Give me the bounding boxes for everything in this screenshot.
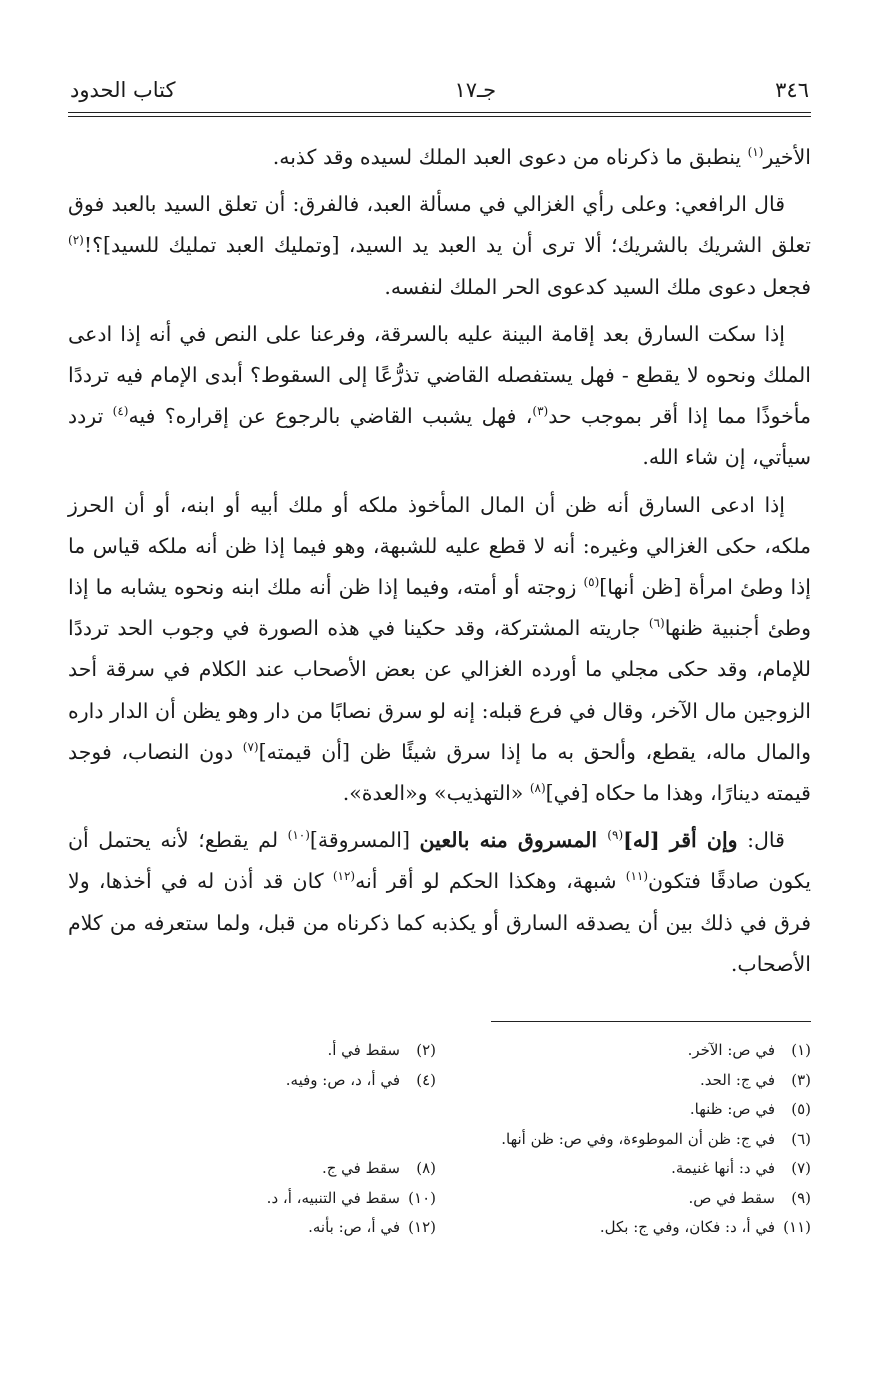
footnotes bbox=[68, 1036, 811, 1243]
footnote-number: (٥) bbox=[791, 1100, 811, 1119]
page-number: ٣٤٦ bbox=[775, 78, 809, 102]
header-rule bbox=[68, 112, 811, 113]
text-run: «التهذيب» و«العدة». bbox=[342, 781, 530, 806]
text-run: الأخير bbox=[763, 145, 811, 169]
footnote bbox=[136, 1184, 436, 1214]
footnote-marker: (٨) bbox=[529, 781, 546, 796]
bold-text: وإن أقر [له] bbox=[623, 828, 738, 853]
footnote bbox=[136, 1066, 436, 1096]
footnote bbox=[476, 1154, 811, 1184]
footnote bbox=[476, 1036, 811, 1066]
text-run: [المسروقة] bbox=[309, 828, 420, 853]
footnote-marker: (٥) bbox=[583, 575, 600, 590]
footnote-number: (١٢) bbox=[408, 1218, 436, 1237]
running-header bbox=[68, 78, 811, 110]
text-run: ، فهل يشبب القاضي بالرجوع عن إقراره؟ فيه bbox=[128, 404, 533, 429]
footnote-marker: (٢) bbox=[68, 233, 84, 248]
footnote-number: (٣) bbox=[791, 1070, 811, 1089]
footnote-number: (٤) bbox=[416, 1070, 436, 1089]
footnote-number: (٢) bbox=[416, 1041, 436, 1060]
text-run: إذا سكت السارق بعد إقامة البينة عليه بالسرقة، وفرعنا على النص في أنه إذا ادعى الملك ونحوه لا يقطع - فهل يستفصله القاضي تذرُّعًا إلى السقوط؟ أبدى الإمام فيه ترددًا مأخوذًا مما إذا أقر بموجب حد bbox=[68, 321, 811, 429]
footnote bbox=[476, 1213, 811, 1243]
footnote-number: (٩) bbox=[791, 1188, 811, 1207]
text-run: زوجته أو أمته، وفيما إذا ظن أنه ملك ابنه ونحوه يشابه ما إذا وطئ أجنبية ظنها bbox=[68, 575, 812, 641]
footnote-text: في أ، د، ص: وفيه. bbox=[285, 1070, 400, 1089]
footnote bbox=[136, 1213, 436, 1243]
footnote-text: في ص: الآخر. bbox=[687, 1041, 775, 1060]
footnote bbox=[476, 1066, 811, 1096]
footnote-marker: (١١) bbox=[625, 869, 649, 884]
text-run: دون النصاب، فوجد قيمته دينارًا، وهذا ما حكاه [في] bbox=[68, 739, 811, 806]
footnote-text: سقط في أ. bbox=[327, 1041, 400, 1060]
footnote bbox=[136, 1154, 436, 1184]
bold-text: المسروق منه بالعين bbox=[419, 828, 608, 853]
footnote-text: في أ، ص: بأنه. bbox=[308, 1218, 400, 1237]
footnote-number: (٦) bbox=[791, 1129, 811, 1148]
footnote bbox=[136, 1095, 811, 1125]
paragraph bbox=[68, 184, 811, 308]
footnote-text: في د: أنها غنيمة. bbox=[671, 1159, 775, 1178]
body-text bbox=[68, 137, 811, 985]
footnote-marker: (٩) bbox=[607, 828, 624, 843]
text-run: شبهة، وهكذا الحكم لو أقر أنه bbox=[355, 869, 626, 894]
footnote-text: في ج: الحد. bbox=[699, 1070, 775, 1089]
book-title: كتاب الحدود bbox=[70, 78, 176, 102]
footnote-marker: (٣) bbox=[532, 404, 549, 419]
footnote-text: سقط في ج. bbox=[321, 1159, 400, 1178]
footnote-text: سقط في التنبيه، أ، د. bbox=[266, 1188, 400, 1207]
footnote-number: (١٠) bbox=[408, 1188, 436, 1207]
footnote-number: (١) bbox=[791, 1041, 811, 1060]
footnote bbox=[476, 1184, 811, 1214]
footnote-number: (٧) bbox=[791, 1159, 811, 1178]
paragraph bbox=[68, 820, 811, 985]
text-run: فجعل دعوى ملك السيد كدعوى الحر الملك لنفسه. bbox=[384, 274, 811, 299]
footnote-marker: (٤) bbox=[112, 404, 129, 419]
footnote-marker: (٧) bbox=[242, 740, 259, 755]
footnote bbox=[136, 1125, 811, 1155]
text-run: قال: bbox=[737, 828, 785, 853]
footnote-text: سقط في ص. bbox=[688, 1188, 775, 1207]
text-run: تردد سيأتي، إن شاء الله. bbox=[68, 404, 811, 470]
paragraph bbox=[68, 137, 811, 178]
footnote-marker: (١) bbox=[747, 145, 764, 160]
text-run: ينطبق ما ذكرناه من دعوى العبد الملك لسيده وقد كذبه. bbox=[272, 145, 748, 169]
header-rule-secondary bbox=[68, 116, 811, 117]
text-run: كان قد أذن له في أخذها، ولا فرق في ذلك بين أن يصدقه السارق أو يكذبه كما ذكرناه من قبل، ولما ستعرفه من كلام الأصحاب. bbox=[68, 869, 811, 976]
footnote-marker: (٦) bbox=[648, 616, 665, 631]
text-run: جاريته المشتركة، وقد حكينا في هذه الصورة في وجوب الحد ترددًا للإمام، وقد حكى مجلي ما أورده الغزالي عن بعض الأصحاب عند الكلام في سرقة أحد الزوجين مال الآخر، وقال في فرع قبله: إنه لو سرق نصابًا من دار وهو يظن أن الدار داره والمال ماله، يقطع، وألحق به ما إذا سرق شيئًا ظن [أن قيمته] bbox=[68, 616, 812, 764]
volume-label: جـ١٧ bbox=[454, 78, 497, 102]
text-run: قال الرافعي: وعلى رأي الغزالي في مسألة العبد، فالفرق: أن تعلق السيد بالعبد فوق تعلق الشريك بالشريك؛ ألا ترى أن يد العبد يد السيد، [وتمليك العبد تمليك للسيد]؟! bbox=[68, 192, 811, 258]
footnote-separator bbox=[491, 1021, 811, 1022]
text-run: لم يقطع؛ لأنه يحتمل أن يكون صادقًا فتكون bbox=[68, 828, 811, 894]
footnote bbox=[136, 1036, 436, 1066]
footnote-text: في ج: ظن أن الموطوءة، وفي ص: ظن أنها. bbox=[501, 1129, 775, 1148]
footnote-marker: (١٠) bbox=[287, 828, 310, 843]
footnote-text: في ص: ظنها. bbox=[689, 1100, 775, 1119]
footnote-number: (١١) bbox=[783, 1218, 811, 1237]
paragraph bbox=[68, 485, 811, 815]
footnote-marker: (١٢) bbox=[332, 869, 356, 884]
text-run: إذا ادعى السارق أنه ظن أن المال المأخوذ ملكه أو ملك أبيه أو ابنه، أو أن الحرز ملكه، حكى الغزالي وغيره: أنه لا قطع عليه للشبهة، وهو فيما إذا ظن أنه ملكه قياس ما إذا وطئ امرأة [ظن أنها] bbox=[68, 492, 812, 600]
footnote-number: (٨) bbox=[416, 1159, 436, 1178]
paragraph bbox=[68, 314, 811, 479]
footnote-text: في أ، د: فكان، وفي ج: بكل. bbox=[599, 1218, 775, 1237]
